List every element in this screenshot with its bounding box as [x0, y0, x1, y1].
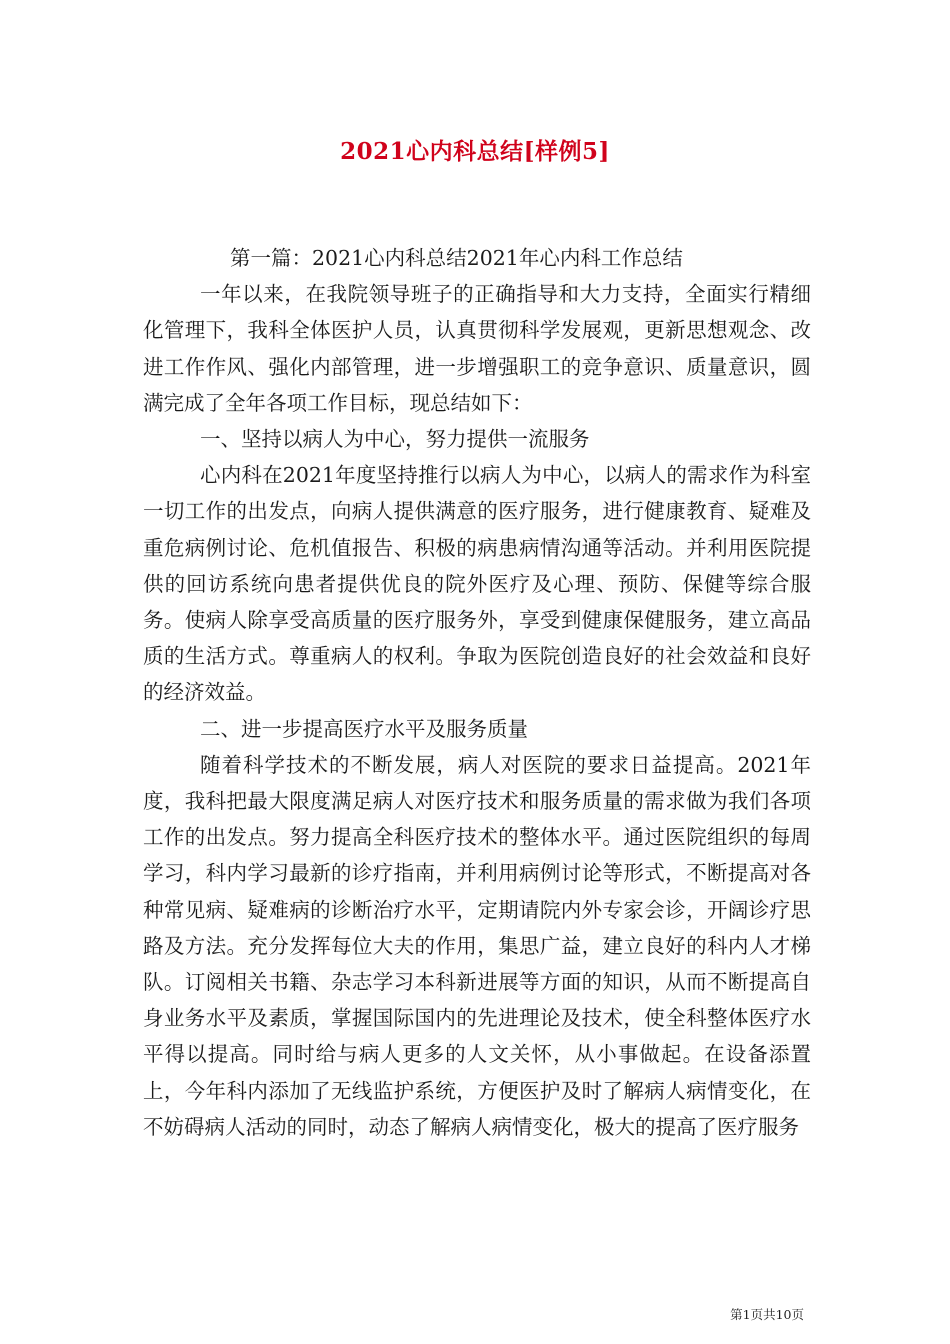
page-number: 第1页共10页	[730, 1307, 804, 1322]
section-heading-2: 二、进一步提高医疗水平及服务质量	[200, 716, 528, 741]
document-title: 2021心内科总结[样例5]	[340, 138, 610, 165]
section-heading-1: 一、坚持以病人为中心，努力提供一流服务	[200, 427, 590, 452]
document-body	[143, 240, 811, 1145]
chapter-heading: 第一篇：2021心内科总结2021年心内科工作总结	[230, 246, 683, 270]
paragraph-section-2: 随着科学技术的不断发展，病人对医院的要求日益提高。2021年度，我科把最大限度满足病人对医疗技术和服务质量的需求做为我们各项工作的出发点。努力提高全科医疗技术的整体水平。通过医院组织的每周学习，科内学习最新的诊疗指南，并利用病例讨论等形式，不断提高对各种常见病、疑难病的诊断治疗水平，定期请院内外专家会诊，开阔诊疗思路及方法。充分发挥每位大夫的作用，集思广益，建立良好的科内人才梯队。订阅相关书籍、杂志学习本科新进展等方面的知识，从而不断提高自身业务水平及素质，掌握国际国内的先进理论及技术，使全科整体医疗水平得以提高。同时给与病人更多的人文关怀，从小事做起。在设备添置上，今年科内添加了无线监护系统，方便医护及时了解病人病情变化，在不妨碍病人活动的同时，动态了解病人病情变化，极大的提高了医疗服务	[143, 752, 811, 1139]
paragraph-intro: 一年以来，在我院领导班子的正确指导和大力支持，全面实行精细化管理下，我科全体医护人员，认真贯彻科学发展观，更新思想观念、改进工作作风、强化内部管理，进一步增强职工的竞争意识、质量意识，圆满完成了全年各项工作目标，现总结如下：	[143, 282, 811, 415]
paragraph-section-1: 心内科在2021年度坚持推行以病人为中心，以病人的需求作为科室一切工作的出发点，向病人提供满意的医疗服务，进行健康教育、疑难及重危病例讨论、危机值报告、积极的病患病情沟通等活动。并利用医院提供的回访系统向患者提供优良的院外医疗及心理、预防、保健等综合服务。使病人除享受高质量的医疗服务外，享受到健康保健服务，建立高品质的生活方式。尊重病人的权利。争取为医院创造良好的社会效益和良好的经济效益。	[143, 463, 811, 705]
